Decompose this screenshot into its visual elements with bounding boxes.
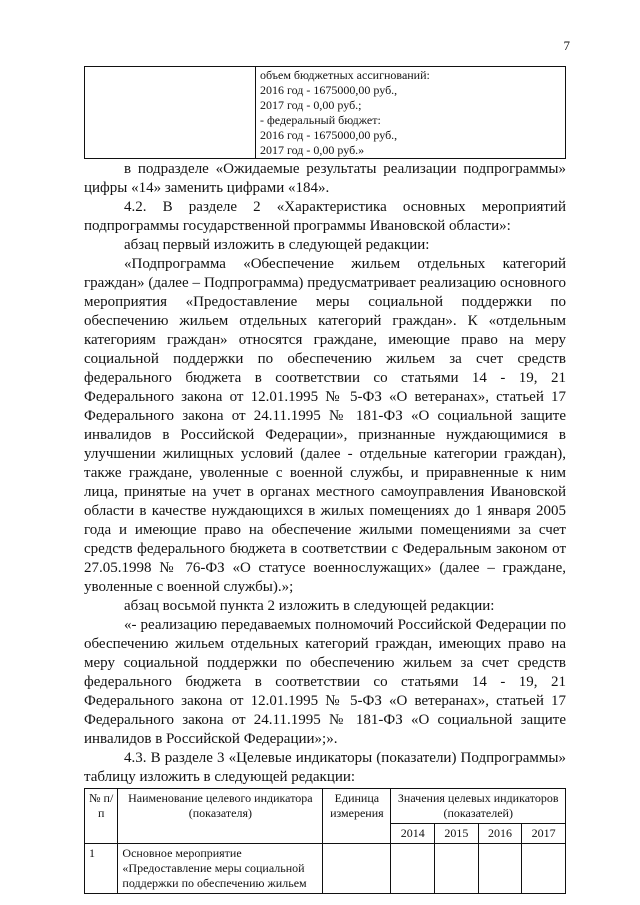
header-values: Значения целевых индикаторов (показателей): [391, 789, 566, 824]
table-row: [85, 67, 566, 159]
row-value: [478, 844, 522, 894]
paragraph-subprogram-text: «Подпрограмма «Обеспечение жильем отдельных категорий граждан» (далее – Подпрограмма) предусматривает реализацию основного мероприятия «Предоставление меры социальной поддержки по обеспечению жильем отдельных категорий граждан». К «отдельным категориям граждан» относятся граждане, имеющие право на меру социальной поддержки по обеспечению жильем за счет средств федерального бюджета в соответствии со статьями 14 - 19, 21 Федерального закона от 12.01.1995 № 5-ФЗ «О ветеранах», статьей 17 Федерального закона от 24.11.1995 № 181-ФЗ «О социальной защите инвалидов в Российской Федерации», признанные нуждающимися в улучшении жилищных условий (далее - отдельные категории граждан), также граждане, уволенные с военной службы, и приравненные к ним лица, принятые на учет в органах местного самоуправления Ивановской области в качестве нуждающихся в жилых помещениях до 1 января 2005 года и имеющие право на обеспечение жилыми помещениями за счет средств федерального бюджета в соответствии с Федеральным законом от 27.05.1998 № 76-ФЗ «О статусе военнослужащих» (далее – граждане, уволенные с военной службы).»;: [84, 256, 566, 595]
header-no: № п/п: [85, 789, 118, 844]
row-unit: [323, 844, 391, 894]
header-year: 2015: [435, 824, 479, 844]
paragraph-first-abzac: абзац первый изложить в следующей редакции:: [124, 237, 430, 253]
table-cell-empty: [85, 67, 256, 159]
table-cell-funding: [256, 67, 566, 159]
paragraph-powers-text: «- реализацию передаваемых полномочий Российской Федерации по обеспечению жильем отдельных категорий граждан, имеющих право на меру социальной поддержки по обеспечению жильем за счет средств федерального бюджета в соответствии со статьями 14 - 19, 21 Федерального закона от 12.01.1995 № 5-ФЗ «О ветеранах», статьей 17 Федерального закона от 24.11.1995 № 181-ФЗ «О социальной защите инвалидов в Российской Федерации»;».: [84, 617, 566, 747]
paragraph-section-2: 4.2. В разделе 2 «Характеристика основных мероприятий подпрограммы государственной программы Ивановской области»:: [84, 199, 566, 234]
document-body: [84, 66, 566, 894]
paragraph-section-3: 4.3. В разделе 3 «Целевые индикаторы (показатели) Подпрограммы» таблицу изложить в следующей редакции:: [84, 750, 566, 785]
funding-line: объем бюджетных ассигнований:: [260, 68, 430, 82]
header-year: 2014: [391, 824, 435, 844]
paragraph-expected-results: в подразделе «Ожидаемые результаты реализации подпрограммы» цифры «14» заменить цифрами «184».: [84, 161, 566, 196]
paragraph-eighth-abzac: абзац восьмой пункта 2 изложить в следующей редакции:: [124, 598, 495, 614]
funding-line: 2016 год - 1675000,00 руб.,: [260, 128, 398, 142]
table-row: [85, 789, 566, 824]
row-value: [435, 844, 479, 894]
funding-table: [84, 66, 566, 159]
page-number: 7: [563, 38, 570, 53]
header-name: Наименование целевого индикатора (показателя): [118, 789, 323, 844]
indicator-table: [84, 788, 566, 894]
funding-line: 2017 год - 0,00 руб.;: [260, 98, 362, 112]
row-name: Основное мероприятие «Предоставление меры социальной поддержки по обеспечению жильем: [118, 844, 323, 894]
header-year: 2017: [522, 824, 566, 844]
funding-line: 2017 год - 0,00 руб.»: [260, 143, 365, 157]
row-value: [391, 844, 435, 894]
table-row: [85, 844, 566, 894]
funding-line: - федеральный бюджет:: [260, 113, 381, 127]
header-unit: Единица измерения: [323, 789, 391, 844]
row-no: 1: [85, 844, 118, 894]
funding-line: 2016 год - 1675000,00 руб.,: [260, 83, 398, 97]
header-year: 2016: [478, 824, 522, 844]
row-value: [522, 844, 566, 894]
